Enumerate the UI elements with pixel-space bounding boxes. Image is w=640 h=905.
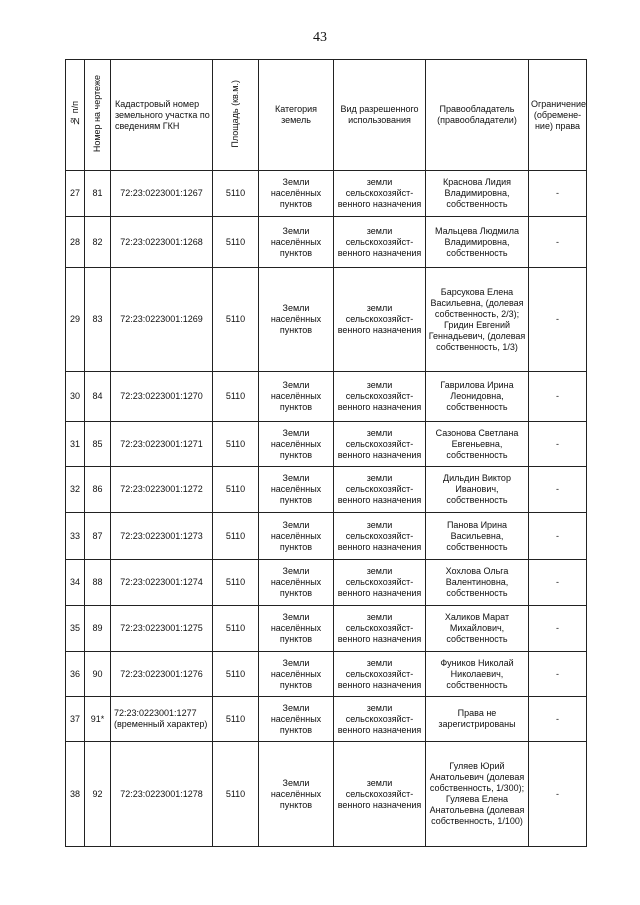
cell-area: 5110 (213, 697, 259, 742)
cell-category: Земли населённых пунктов (259, 513, 334, 560)
cell-area: 5110 (213, 217, 259, 268)
table-row (66, 422, 587, 467)
cell-num: 34 (66, 560, 85, 606)
cell-drawing: 91* (85, 697, 111, 742)
page-number: 43 (313, 30, 327, 45)
cell-owner: Краснова Лидия Владимировна, собственность (426, 171, 529, 217)
cell-restriction: - (529, 372, 587, 422)
cell-restriction: - (529, 268, 587, 372)
cell-drawing: 89 (85, 606, 111, 652)
table-row (66, 697, 587, 742)
cell-drawing: 85 (85, 422, 111, 467)
cell-restriction: - (529, 652, 587, 697)
cell-restriction: - (529, 467, 587, 513)
cell-category: Земли населённых пунктов (259, 697, 334, 742)
cell-num: 30 (66, 372, 85, 422)
cell-num: 35 (66, 606, 85, 652)
cell-use: земли сельскохозяйст-венного назначения (334, 372, 426, 422)
header-row (66, 60, 587, 171)
cell-num: 37 (66, 697, 85, 742)
cell-owner: Гуляев Юрий Анатольевич (долевая собственность, 1/300); Гуляева Елена Анатольевна (долевая собственность, 1/100) (426, 742, 529, 847)
cell-num: 38 (66, 742, 85, 847)
cell-use: земли сельскохозяйст-венного назначения (334, 422, 426, 467)
table-row (66, 742, 587, 847)
cell-drawing: 90 (85, 652, 111, 697)
cell-use: земли сельскохозяйст-венного назначения (334, 513, 426, 560)
cell-restriction: - (529, 422, 587, 467)
cell-drawing: 87 (85, 513, 111, 560)
table-row (66, 606, 587, 652)
header-restriction: Ограничение (обремене-ние) права (529, 60, 587, 171)
table-row (66, 217, 587, 268)
table-row (66, 268, 587, 372)
cell-cadastral: 72:23:0223001:1277 (временный характер) (111, 697, 213, 742)
cell-restriction: - (529, 560, 587, 606)
cell-use: земли сельскохозяйст-венного назначения (334, 467, 426, 513)
cell-category: Земли населённых пунктов (259, 652, 334, 697)
cell-area: 5110 (213, 742, 259, 847)
cell-restriction: - (529, 606, 587, 652)
header-category: Категория земель (259, 60, 334, 171)
header-area: Площадь (кв.м.) (213, 60, 259, 171)
cell-area: 5110 (213, 268, 259, 372)
cell-owner: Халиков Марат Михайлович, собственность (426, 606, 529, 652)
cell-area: 5110 (213, 372, 259, 422)
header-drawing-number: Номер на чертеже (85, 60, 111, 171)
cell-cadastral: 72:23:0223001:1268 (111, 217, 213, 268)
cell-area: 5110 (213, 652, 259, 697)
header-cadastral-number: Кадастровый номер земельного участка по сведениям ГКН (111, 60, 213, 171)
cell-cadastral: 72:23:0223001:1278 (111, 742, 213, 847)
cell-cadastral: 72:23:0223001:1276 (111, 652, 213, 697)
cell-cadastral: 72:23:0223001:1271 (111, 422, 213, 467)
cell-category: Земли населённых пунктов (259, 606, 334, 652)
table-row (66, 652, 587, 697)
cell-num: 32 (66, 467, 85, 513)
cell-area: 5110 (213, 606, 259, 652)
cell-num: 29 (66, 268, 85, 372)
cell-drawing: 82 (85, 217, 111, 268)
cell-drawing: 81 (85, 171, 111, 217)
cell-area: 5110 (213, 513, 259, 560)
cell-category: Земли населённых пунктов (259, 372, 334, 422)
cell-use: земли сельскохозяйст-венного назначения (334, 560, 426, 606)
cell-category: Земли населённых пунктов (259, 467, 334, 513)
cell-restriction: - (529, 217, 587, 268)
header-owner: Правообладатель (правообладатели) (426, 60, 529, 171)
cell-area: 5110 (213, 422, 259, 467)
cell-area: 5110 (213, 560, 259, 606)
cell-num: 31 (66, 422, 85, 467)
cell-owner: Гаврилова Ирина Леонидовна, собственность (426, 372, 529, 422)
cell-category: Земли населённых пунктов (259, 217, 334, 268)
cell-owner: Хохлова Ольга Валентиновна, собственность (426, 560, 529, 606)
cell-use: земли сельскохозяйст-венного назначения (334, 652, 426, 697)
cell-category: Земли населённых пунктов (259, 422, 334, 467)
cell-use: земли сельскохозяйст-венного назначения (334, 606, 426, 652)
table-row (66, 171, 587, 217)
header-num: № п/п (66, 60, 85, 171)
cell-owner: Барсукова Елена Васильевна, (долевая собственность, 2/3); Гридин Евгений Геннадьевич, (долевая собственность, 1/3) (426, 268, 529, 372)
cell-owner: Дильдин Виктор Иванович, собственность (426, 467, 529, 513)
cell-cadastral: 72:23:0223001:1269 (111, 268, 213, 372)
cell-owner: Фуников Николай Николаевич, собственность (426, 652, 529, 697)
cell-category: Земли населённых пунктов (259, 560, 334, 606)
cell-owner: Панова Ирина Васильевна, собственность (426, 513, 529, 560)
cell-drawing: 88 (85, 560, 111, 606)
cell-use: земли сельскохозяйст-венного назначения (334, 217, 426, 268)
cell-cadastral: 72:23:0223001:1270 (111, 372, 213, 422)
cell-drawing: 84 (85, 372, 111, 422)
cell-category: Земли населённых пунктов (259, 742, 334, 847)
table-row (66, 513, 587, 560)
cell-area: 5110 (213, 171, 259, 217)
table-row (66, 372, 587, 422)
cell-category: Земли населённых пунктов (259, 268, 334, 372)
cell-use: земли сельскохозяйст-венного назначения (334, 697, 426, 742)
cell-owner: Сазонова Светлана Евгеньевна, собственность (426, 422, 529, 467)
cell-use: земли сельскохозяйст-венного назначения (334, 268, 426, 372)
cell-restriction: - (529, 513, 587, 560)
cell-cadastral: 72:23:0223001:1274 (111, 560, 213, 606)
cell-num: 28 (66, 217, 85, 268)
cell-owner: Права не зарегистрированы (426, 697, 529, 742)
cell-drawing: 92 (85, 742, 111, 847)
cell-use: земли сельскохозяйст-венного назначения (334, 742, 426, 847)
cell-cadastral: 72:23:0223001:1272 (111, 467, 213, 513)
cell-drawing: 83 (85, 268, 111, 372)
cell-cadastral: 72:23:0223001:1275 (111, 606, 213, 652)
cell-category: Земли населённых пунктов (259, 171, 334, 217)
table-row (66, 467, 587, 513)
cell-drawing: 86 (85, 467, 111, 513)
land-register-table (65, 59, 587, 847)
cell-restriction: - (529, 171, 587, 217)
cell-num: 33 (66, 513, 85, 560)
cell-area: 5110 (213, 467, 259, 513)
cell-owner: Мальцева Людмила Владимировна, собственность (426, 217, 529, 268)
cell-num: 36 (66, 652, 85, 697)
cell-restriction: - (529, 697, 587, 742)
cell-cadastral: 72:23:0223001:1267 (111, 171, 213, 217)
cell-use: земли сельскохозяйст-венного назначения (334, 171, 426, 217)
header-permitted-use: Вид разрешенного использования (334, 60, 426, 171)
table-row (66, 560, 587, 606)
cell-restriction: - (529, 742, 587, 847)
cell-num: 27 (66, 171, 85, 217)
cell-cadastral: 72:23:0223001:1273 (111, 513, 213, 560)
